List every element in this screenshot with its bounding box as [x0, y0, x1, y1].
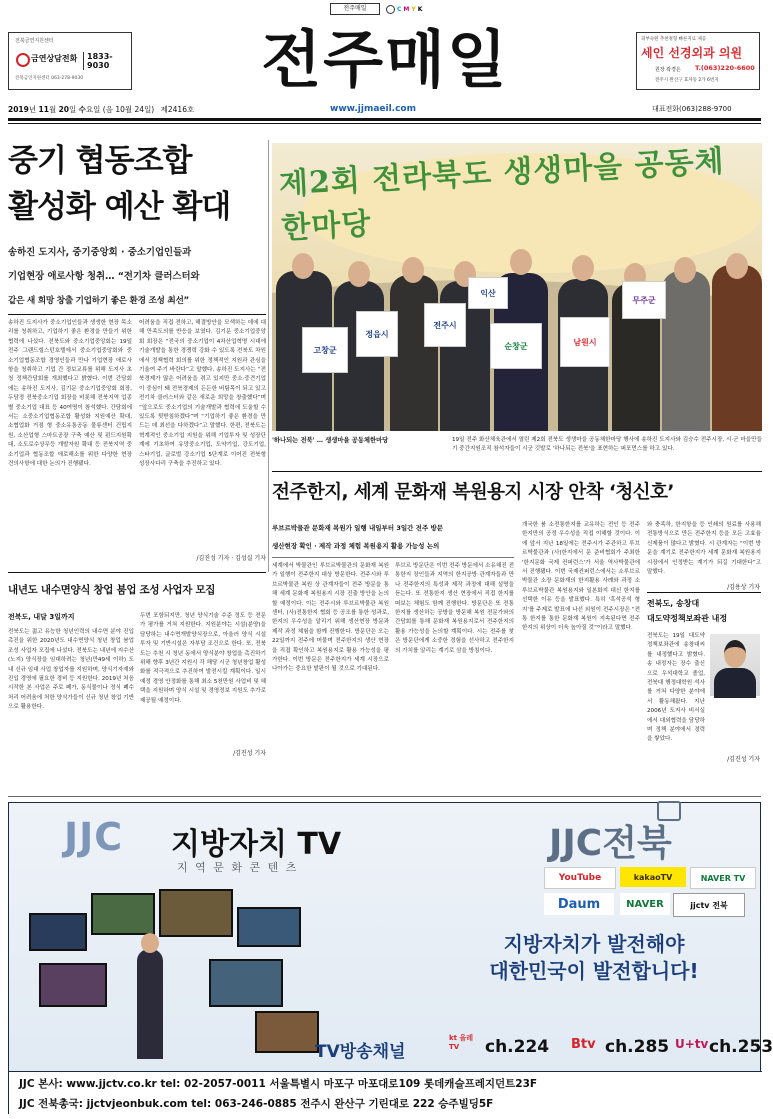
startup-byline: /김진성 기자: [233, 750, 266, 757]
person-5-head: [510, 249, 532, 275]
right-ad-clinic: [636, 32, 760, 90]
cmyk-dot: [386, 5, 395, 14]
tv-brand-icon: [657, 801, 681, 821]
date-y: 년: [28, 105, 37, 114]
ad-top-rule: [8, 796, 761, 797]
header-rule-thin: [8, 123, 761, 124]
portrait-suit: [714, 668, 756, 698]
tv-screens-montage: [19, 883, 319, 1063]
tv-slogan-2: 대한민국이 발전합니다!: [489, 959, 699, 983]
right-ad-name: 세인 선경외과 의원: [641, 46, 743, 60]
person-3-head: [402, 257, 424, 283]
tv-footer-line1: JJC 본사: www.jjctv.co.kr tel: 02-2057-0011 서울특별시 마포구 마포대로109 롯데캐슬프레지던트23F: [19, 1078, 538, 1090]
channel-uplus-number: ch.253: [709, 1037, 773, 1057]
date-d: 일: [69, 105, 77, 114]
header-rule-thick: [8, 118, 761, 121]
presenter-head: [141, 933, 159, 953]
left-ad-title: 금연상담전화: [31, 54, 78, 63]
platform-navertv: NAVER TV: [690, 867, 756, 889]
screen-2: [91, 893, 155, 935]
hanji-title: 전주한지, 세계 문화재 복원용지 시장 안착 ‘청신호’: [272, 482, 674, 503]
lead-headline: [8, 140, 266, 228]
screen-6: [209, 959, 283, 1007]
hanji-sub-rule: [272, 557, 514, 558]
sign-muju: 무주군: [622, 281, 666, 319]
lead-subheads: [8, 241, 266, 313]
appoint-byline: /김진성 기자: [727, 756, 760, 763]
person-1-head: [292, 253, 314, 279]
startup-body-left: 전북도는 젊고 유능한 청년인력의 내수면 분야 진입 촉진을 위한 2020년도 내수면양식 청년 창업 붐업 조성 사업자 모집에 나섰다. 전북도는 내년에 지수산(노지) 양식장을 임대하려는 청년(만49세 이하) 도내 신규 임대 사업 창업자를 지원하며, 양식기자재와 진입 경영에 필요한 경비 등 지원한다. 2019년 처음 시작한 본 사업은 주로 폐가, 동식물이나 정식 폐수 처리 어려움에 처한 양식가들이 신규 청년 창업 기반으로 활용한다.: [8, 629, 134, 711]
col-divider-left: [268, 140, 269, 572]
lead-sub3: 같은 새 희망 창출 기업하기 좋은 환경 조성 최선”: [8, 296, 189, 306]
channel-btv-number: ch.285: [605, 1037, 670, 1057]
sign-iksan: 익산: [468, 277, 508, 309]
dateline: [8, 104, 194, 115]
channel-bar: [309, 1031, 773, 1067]
photo-caption: 19일 전주 화산체육관에서 열린 제2회 전북도 생생마을 공동체한마당 행사에 송하진 도지사와 김승수 전주시장, 시·군 마을만들기 중간지원조직 참석자들이 시군 깃발로 '하나되는 전북'을 표현하는 퍼포먼스를 하고 있다.: [452, 437, 762, 452]
tv-subtitle: 지 역 문 화 콘 텐 츠: [177, 861, 299, 874]
lead-sub1: 송하진 도지사, 중기중앙회 · 중소기업인들과: [8, 247, 192, 258]
hanji-top-rule: [272, 471, 762, 472]
hanji-col1: 세계에서 박물관인 루브르박물관의 문화재 복원가 일행이 전주한지 대상 방문한다. 전주시와 루브르박물관 복원 상 관계자들이 전주 방문을 통해 세계 문화재 복원용지 시장 진출 방안을 논의할 예정이다. 이는 전주시와 루브르박물관 복원센터, (사)전통한지 협회 등 공조를 통한 성과로, 한지의 우수성을 알리기 위해 생산현장 방문과 제작 과정 체험을 함께 진행한다. 방문단은 오는 22일까지 전주에 머물며 전주한지의 생산 현장을 직접 확인하고 복원용지로 활용 가능성을 평가한다. 이번 방문은 전주한지가 세계 시장으로 나아가는 중요한 발판이 될 것으로 기대된다.: [272, 563, 389, 673]
channel-kt-number: ch.224: [485, 1037, 550, 1057]
channel-kt-brand: kt 올레TV: [449, 1034, 473, 1051]
jjc-tv-ad: [8, 802, 773, 1114]
right-ad-doctor: 원장 곽경은: [655, 67, 681, 73]
cmyk-c: C: [397, 5, 402, 13]
left-ad-number: 1833-9030: [83, 52, 131, 70]
lead-sub2: 기업현장 애로사항 청취… “전기차 클러스터와: [8, 271, 200, 282]
screen-3: [159, 889, 233, 937]
sign-jeongeup: 정읍시: [356, 311, 398, 357]
site-url[interactable]: www.jjmaeil.com: [330, 104, 416, 114]
person-8-head: [674, 257, 696, 283]
lead-body-right: 어려움을 직접 전하고, 해결방안을 모색하는 데에 대해 만족도의를 반응을 보였다. 김기문 중소기업중앙회 회장은 “전국의 중소기업이 4차산업혁명 시대에 기술개발을 통한 경쟁력 강화 수 있도록 전북도 차원에서 정책협력 회의를 위한 정책적인 지원과 관심을 기울여 주기 바란다”고 말했다. 송하진 도지사는 “전북경제가 많은 어려움을 겪고 있지만 중소·중견기업이 중심이 돼 전북경제의 든든한 버팀목이 되고 있고 전기차 클러스터와 같은 새로운 희망을 창출했다”며 “앞으로도 중소기업의 기술개발과 협력에 도울할 수 있도록 뒷받침하겠다”며 “기업하기 좋은 환경을 만드는 데 최선을 다하겠다”고 말했다. 한편, 전북도는 혁계적인 중소기업 지원을 위해 기업투자 및 성장단계에 기초하여 유망중소기업, 도약기업, 강도기업, 스타기업, 글로벌 강소기업 5단계로 이어진 전북형 성장사다리 구축을 추진하고 있다.: [139, 320, 266, 468]
person-9: [712, 265, 762, 431]
photo-caption-title: '하나되는 전북' … 생생마을 공동체한마당: [272, 437, 389, 444]
channel-title: TV방송채널: [315, 1042, 406, 1062]
hanji-col4: 와 충족하, 한지항을 등 인쇄의 원료를 사용해 전통방식으로 만든 전주한지 등을 모든 고효율 신제품이 많다고 밝혔다. 시 관계자는 “이번 방문을 계기로 전주한지가 세계 문화재 복원용지 시장에서 인정받는 계기가 되길 기대한다”고 말했다.: [647, 522, 761, 576]
tv-title: 지방자치 TV: [171, 827, 342, 862]
hanji-sub2: 생산현장 확인 · 제작 과정 체험 복원용지 활용 가능성 논의: [272, 542, 440, 550]
screen-5: [39, 963, 107, 1007]
date-weekday: 수: [78, 105, 86, 114]
tv-footer-line2: JJC 전북총국: jjctvjeonbuk.com tel: 063-246-0885 전주시 완산구 기린대로 222 승주빌딩5F: [19, 1098, 494, 1110]
screen-4: [237, 907, 301, 947]
masthead: 전주매일: [261, 23, 509, 96]
left-ad-smoking: [8, 32, 132, 90]
right-ad-phone: T.(063)220-6600: [695, 64, 755, 72]
photo-banner-text: 제2회 전라북도 생생마을 공동체한마당: [278, 144, 726, 247]
startup-title: 내년도 내수면양식 창업 붐업 조성 사업자 모집: [8, 584, 216, 596]
hanji-byline: /김용상 기자: [727, 584, 760, 591]
platform-kakaotv: kakaoTV: [620, 867, 686, 887]
platform-naver: NAVER: [620, 893, 670, 915]
lead-byline: /김진성 기자 · 김성실 기자: [196, 555, 266, 562]
appoint-title1: 전북도, 송창대: [647, 599, 700, 608]
tv-brand: JJC전북: [549, 823, 672, 864]
date-day: 20: [58, 105, 70, 114]
sign-namwon: 남원시: [560, 317, 610, 367]
date-wsuffix: 요일 (음 10월 24일): [85, 105, 155, 114]
date-month: 11: [38, 105, 49, 114]
date-m: 월: [48, 105, 57, 114]
no-smoking-icon: [16, 53, 30, 67]
lead-body-left: 송하진 도지사가 중소기업인들과 생생한 현장 목소리를 청취하고, 기업하기 좋은 환경을 만들기 위한 협력에 나섰다. 전북도와 중소기업중앙회는 19일 전주 그랜드힐스턴호텔에서 중소기업중앙회와 중소기업협동조합 경영인들과 만나 기업현장 애로사항을 청취하고 기업 간 정보교류를 위해 도지사 초청 정책간담회를 개최했다고 밝혔다. 이번 간담회에는 송하진 도지사, 김기문 중소기업중앙회 회장, 두담정 전북중소기업 회장을 비롯해 전북지역 업종별 중소기업 대표 등 40여명이 참석했다. 간담회에서는 소중소기업협동조합 활성화 지원예산 확대, 소협업화 거점 형 중소유통공동 물류센터 건립지원, 소산업형 스마트공장 구축 예산 및 펀드지원확대, 소도로수상무등 개발자원 확대 등 전북지역 중소기업과 협동조합 애로해소를 위한 다양한 현장 건의사항에 대한 논의가 진행됐다.: [8, 320, 132, 468]
channel-btv-brand: Btv: [571, 1037, 596, 1052]
top-registration-label: 전주매일: [330, 3, 380, 15]
tv-footer: [9, 1071, 762, 1116]
startup-sub: 전북도, 내달 3일까지: [8, 613, 75, 621]
appointee-portrait: [710, 634, 760, 696]
left-ad-subtext: 전북금연지원센터 063-278-9030: [15, 76, 84, 81]
portrait-head: [724, 640, 746, 668]
channel-uplus-brand: U+tv: [675, 1037, 709, 1051]
date-year: 2019: [8, 105, 29, 114]
right-ad-tagline: 피부숙원 추천정형 빠른지료 제공: [641, 37, 707, 42]
person-8: [662, 271, 710, 431]
person-6-head: [572, 255, 594, 281]
platform-jjctv: jjctv 전북: [673, 893, 745, 917]
event-photo: [272, 143, 762, 431]
lead-title-line1: 중기 협동조합: [8, 143, 192, 179]
issue-number: 제2416호: [160, 105, 195, 114]
platform-daum: Daum: [544, 893, 614, 915]
tv-logo: JJC: [64, 815, 124, 859]
sign-jeonju: 전주시: [424, 303, 466, 347]
hanji-col2: 루브르 방문단은 이번 전주 방문에서 소유해진 전통한지 장인들과 지역의 한지공방 관계자들과 만나 전주한지의 특성과 제작 과정에 대해 설명을 듣는다. 또 전통한지 생산 현장에서 직접 한지를 떠보는 체험도 함께 진행한다. 방문단은 또 전통한지를 생산하는 공방을 방문해 복원 전문가와의 간담회를 통해 문화재 복원용지로서 전주한지의 활용 가능성을 논의할 계획이다. 시는 전주를 찾은 방문단에게 소중한 경험을 선사하고 전주한지의 가치를 알리는 계기로 삼을 방침이다.: [395, 563, 514, 654]
right-ad-address: 전주시 완산구 효자동 2가 6번지: [655, 78, 719, 83]
cmyk-k: K: [417, 5, 423, 13]
sign-gochang: 고창군: [302, 327, 348, 373]
cmyk-y: Y: [411, 5, 416, 13]
lead-title-line2: 활성화 예산 확대: [8, 189, 231, 225]
appoint-top-rule: [647, 592, 761, 593]
appoint-title2: 대도약정책보좌관 내정: [647, 614, 728, 623]
screen-1: [29, 913, 87, 951]
sign-sunchang: 순창군: [490, 323, 542, 369]
cmyk-marks: [386, 3, 422, 15]
left-ad-badge: 전북금연지원센터: [15, 38, 54, 44]
person-2-head: [348, 261, 370, 287]
person-9-head: [726, 253, 748, 279]
lead-sub-rule: [8, 314, 266, 315]
appoint-body: 전북도는 19일 대도약정책보좌관에 송창대씨를 내정했다고 밝혔다. 송 내정자는 장수 출신으로 우석대학교 졸업, 전북대 행정대학원 석사를 거쳐 다양한 분야에서 활동해왔다. 지난 2006년 도지사 비서실에서 대외협력을 담당하며 정책 분야에서 경력을 쌓았다.: [647, 633, 705, 743]
startup-body-right: 두번 포함되지만, 청년 양식기술 수준 정도 등 전문가 평가를 거쳐 지원한다. 지원분야는 시설(분양)을 담당하는 내수면개발양식장으로, 아울러 양식 시설 투자 및 기반시설은 자부담 조건으로 한다. 또, 전북도는 추천 시 청년 동에서 양식분야 창업을 촉진하기 위해 향후 3년간 지원시 각 해당 시군 청년창업 활성화를 적극적으로 추진하여 발전시킬 계획이다. 일시 예정 경영 안정화를 통해 최소 5천만원 사업비 및 혜택을 지원하며 양식 시설 및 경영정보 지원도 추가로 제공될 예정이다.: [140, 613, 266, 704]
platform-youtube: YouTube: [544, 867, 616, 889]
tv-slogan-1: 지방자치가 발전해야: [503, 932, 685, 956]
hanji-col3: 개국한 붐 소전통한지를 교유하는 전인 등 전주한지만의 공정 우수성을 직접 이해할 것이다. 이에 앞서 지난 18일에는 전주시가 주관하고 루브르박물관과 (사)한지에서 문 준비협회가 주최한 '한지문화 국제 컨퍼런스'가 서울 역사박물관에서 진행됐다. 이번 국제컨퍼런스에서는 소루브르박물관 소장 문화재의 한지활용 사례와 과정 소루브르박물관 복원용지와 일본화지 대신 한지를 선택한 이유 등을 발표했다. 특히 '흑석공석 형지'를 주제로 발표에 나선 외원이 전주시장은 “전통 한지를 통한 문화재 복원이 지속된다면 전주한지의 위상이 더욱 높아질 것”이라고 말했다.: [522, 522, 640, 632]
main-phone: 대표전화(063)288-9700: [652, 105, 732, 113]
hanji-sub1: 루브르박물관 문화재 복원가 일행 내일부터 3일간 전주 방문: [272, 524, 444, 532]
cmyk-m: M: [403, 5, 410, 13]
presenter-figure: [137, 949, 163, 1059]
startup-top-rule: [8, 572, 266, 573]
